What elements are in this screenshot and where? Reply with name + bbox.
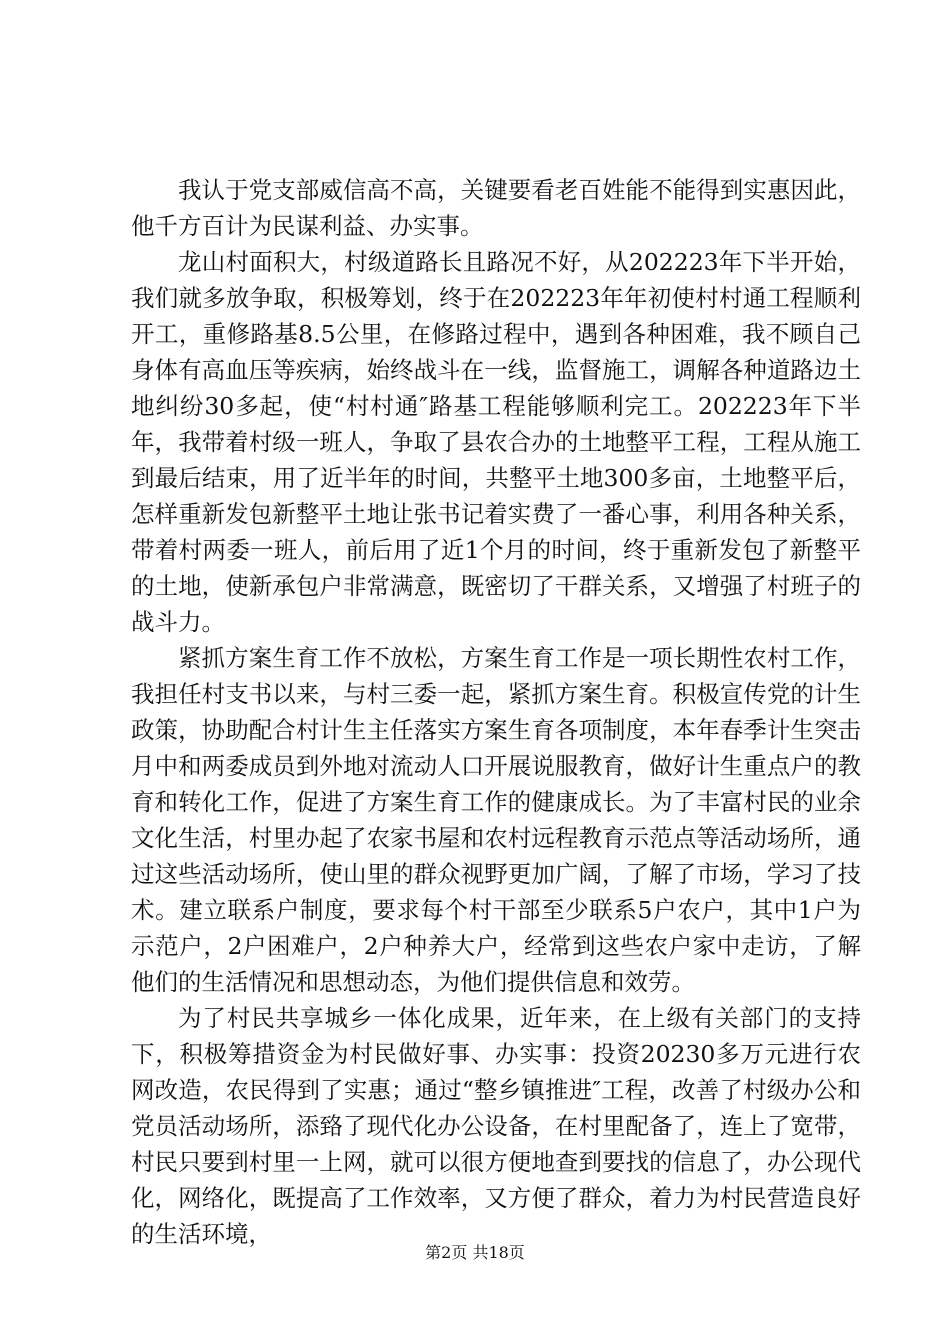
- paragraph-party-prestige: 我认于党支部威信高不高，关键要看老百姓能不能得到实惠因此，他千方百计为民谋利益、办实事。: [131, 176, 861, 240]
- paragraph-urban-rural-integration: 为了村民共享城乡一体化成果，近年来，在上级有关部门的支持下，积极筹措资金为村民做好事、办实事：投资20230多万元进行农网改造，农民得到了实惠；通过“整乡镇推进″工程，改善了村级办公和党员活动场所，添臵了现代化办公设备，在村里配备了，连上了宽带，村民只要到村里一上网，就可以很方便地查到要找的信息了，办公现代化，网络化，既提高了工作效率，又方便了群众，着力为村民营造良好的生活环境，: [131, 1004, 861, 1248]
- paragraph-family-planning: 紧抓方案生育工作不放松，方案生育工作是一项长期性农村工作，我担任村支书以来，与村三委一起，紧抓方案生育。积极宣传党的计生政策，协助配合村计生主任落实方案生育各项制度，本年春季计生突击月中和两委成员到外地对流动人口开展说服教育，做好计生重点户的教育和转化工作，促进了方案生育工作的健康成长。为了丰富村民的业余文化生活，村里办起了农家书屋和农村远程教育示范点等活动场所，通过这些活动场所，使山里的群众视野更加广阔，了解了市场，学习了技术。建立联系户制度，要求每个村干部至少联系5户农户，其中1户为示范户，2户困难户，2户种养大户，经常到这些农户家中走访，了解他们的生活情况和思想动态，为他们提供信息和效劳。: [131, 644, 861, 996]
- document-body: [131, 172, 861, 1252]
- paragraph-road-construction: 龙山村面积大，村级道路长且路况不好，从202223年下半开始，我们就多放争取，积极筹划，终于在202223年年初使村村通工程顺利开工，重修路基8.5公里，在修路过程中，遇到各种困难，我不顾自己身体有高血压等疾病，始终战斗在一线，监督施工，调解各种道路边土地纠纷30多起，使“村村通″路基工程能够顺利完工。202223年下半年，我带着村级一班人，争取了县农合办的土地整平工程，工程从施工到最后结束，用了近半年的时间，共整平土地300多亩，土地整平后，怎样重新发包新整平土地让张书记着实费了一番心事，利用各种关系，带着村两委一班人，前后用了近1个月的时间，终于重新发包了新整平的土地，使新承包户非常满意，既密切了干群关系，又增强了村班子的战斗力。: [131, 248, 861, 636]
- page-number-footer: 第2页 共18页: [425, 1243, 525, 1262]
